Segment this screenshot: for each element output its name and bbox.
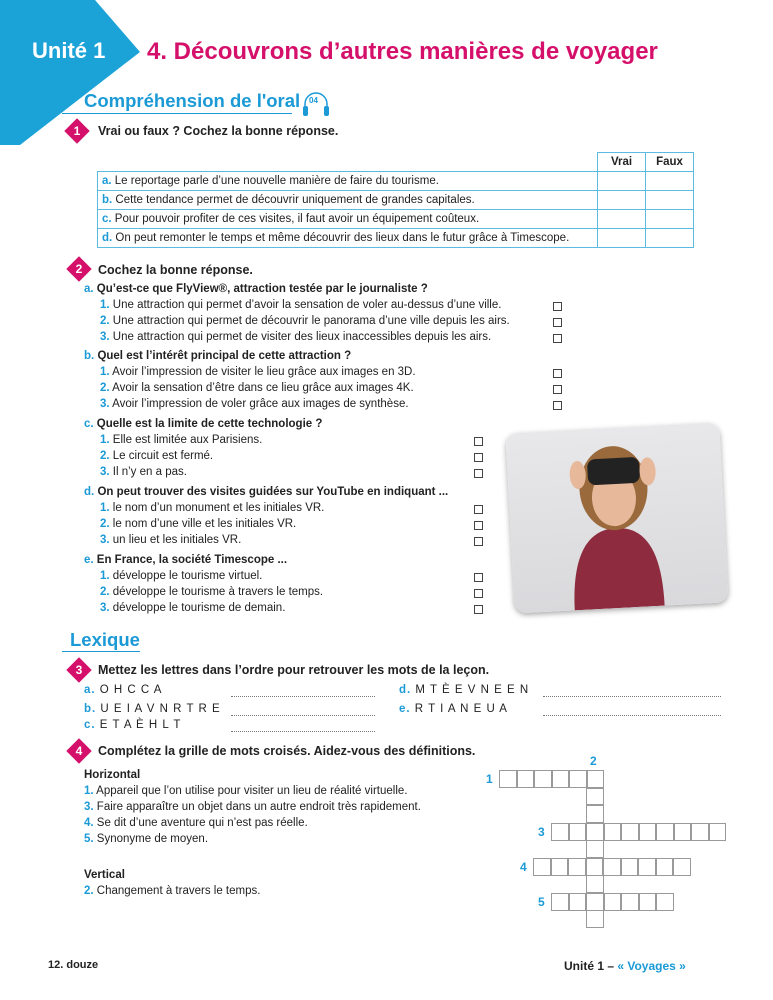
answer-option: 3. un lieu et les initiales VR.	[100, 534, 242, 546]
crossword-cell[interactable]	[586, 893, 604, 911]
crossword-cell[interactable]	[621, 893, 639, 911]
checkbox[interactable]	[474, 505, 483, 514]
true-cell[interactable]	[598, 191, 646, 210]
crossword-cell[interactable]	[603, 858, 621, 876]
question: d. On peut trouver des visites guidées sur YouTube en indiquant ...	[84, 486, 449, 498]
crossword-cell[interactable]	[551, 858, 569, 876]
answer-line[interactable]	[231, 715, 375, 716]
grid-number: 5	[538, 895, 545, 909]
question: e. En France, la société Timescope ...	[84, 554, 288, 566]
answer-option: 2. le nom d’une ville et les initiales VR.	[100, 518, 297, 530]
question: b. Quel est l’intérêt principal de cette attraction ?	[84, 350, 352, 362]
checkbox[interactable]	[474, 437, 483, 446]
grid-number: 4	[520, 860, 527, 874]
checkbox[interactable]	[553, 401, 562, 410]
checkbox[interactable]	[474, 573, 483, 582]
scrambled-word: a. O H C C A	[84, 684, 163, 696]
checkbox[interactable]	[553, 369, 562, 378]
grid-number: 2	[590, 754, 597, 768]
crossword-cell[interactable]	[586, 840, 604, 858]
checkbox[interactable]	[474, 521, 483, 530]
col-true: Vrai	[598, 153, 646, 172]
crossword-cell[interactable]	[499, 770, 517, 788]
crossword-cell[interactable]	[639, 823, 657, 841]
answer-option: 1. Avoir l’impression de visiter le lieu grâce aux images en 3D.	[100, 366, 416, 378]
col-false: Faux	[646, 153, 694, 172]
crossword-cell[interactable]	[639, 893, 657, 911]
definition-horizontal: 5. Synonyme de moyen.	[84, 833, 209, 845]
false-cell[interactable]	[646, 191, 694, 210]
unit-label: Unité 1	[32, 38, 106, 63]
answer-option: 3. Une attraction qui permet de visiter des lieux inaccessibles depuis les airs.	[100, 331, 492, 343]
exercise-badge: 2	[66, 256, 91, 281]
answer-line[interactable]	[231, 731, 375, 732]
true-cell[interactable]	[598, 229, 646, 248]
true-cell[interactable]	[598, 210, 646, 229]
true-false-table	[97, 152, 694, 248]
checkbox[interactable]	[553, 334, 562, 343]
checkbox[interactable]	[474, 589, 483, 598]
definition-horizontal: 3. Faire apparaître un objet dans un autre endroit très rapidement.	[84, 801, 421, 813]
scrambled-word: b. U E I A V N R T R E	[84, 703, 221, 715]
crossword-cell[interactable]	[586, 858, 604, 876]
crossword-cell[interactable]	[587, 770, 605, 788]
crossword-cell[interactable]	[709, 823, 727, 841]
crossword-cell[interactable]	[691, 823, 709, 841]
checkbox[interactable]	[474, 453, 483, 462]
horizontal-title: Horizontal	[84, 769, 141, 781]
crossword-cell[interactable]	[586, 910, 604, 928]
table-row: b. Cette tendance permet de découvrir uniquement de grandes capitales.	[98, 191, 694, 210]
table-row: d. On peut remonter le temps et même découvrir des lieux dans le futur grâce à Timescope.	[98, 229, 694, 248]
vr-headset-photo	[505, 423, 728, 614]
section-title-comprehension: Compréhension de l'oral	[84, 90, 301, 111]
audio-track-number: 04	[309, 96, 318, 105]
answer-option: 1. le nom d’un monument et les initiales VR.	[100, 502, 325, 514]
scrambled-word: e. R T I A N E U A	[399, 703, 508, 715]
answer-option: 1. Elle est limitée aux Parisiens.	[100, 434, 263, 446]
crossword-cell[interactable]	[568, 858, 586, 876]
crossword-cell[interactable]	[552, 770, 570, 788]
crossword-cell[interactable]	[551, 893, 569, 911]
exercise-2-instruction: Cochez la bonne réponse.	[98, 263, 253, 277]
checkbox[interactable]	[474, 537, 483, 546]
scrambled-word: c. E T A È H L T	[84, 719, 182, 731]
answer-option: 3. Avoir l’impression de voler grâce aux images de synthèse.	[100, 398, 409, 410]
crossword-cell[interactable]	[517, 770, 535, 788]
checkbox[interactable]	[553, 318, 562, 327]
crossword-cell[interactable]	[586, 788, 604, 806]
answer-option: 2. Avoir la sensation d’être dans ce lieu grâce aux images 4K.	[100, 382, 414, 394]
answer-option: 3. Il n’y en a pas.	[100, 466, 187, 478]
scrambled-word: d. M T È E V N E E N	[399, 684, 530, 696]
table-row: a. Le reportage parle d’une nouvelle manière de faire du tourisme.	[98, 172, 694, 191]
crossword-cell[interactable]	[656, 893, 674, 911]
crossword-cell[interactable]	[586, 875, 604, 893]
definition-horizontal: 1. Appareil que l’on utilise pour visiter un lieu de réalité virtuelle.	[84, 785, 408, 797]
headphones-icon[interactable]	[300, 90, 332, 118]
crossword-cell[interactable]	[673, 858, 691, 876]
crossword-cell[interactable]	[656, 823, 674, 841]
section-underline	[62, 651, 140, 652]
exercise-badge: 3	[66, 657, 91, 682]
crossword-cell[interactable]	[569, 893, 587, 911]
checkbox[interactable]	[553, 385, 562, 394]
answer-option: 2. développe le tourisme à travers le temps.	[100, 586, 324, 598]
crossword-cell[interactable]	[621, 858, 639, 876]
section-title-lexique: Lexique	[70, 629, 140, 650]
answer-line[interactable]	[543, 715, 721, 716]
answer-option: 2. Une attraction qui permet de découvrir le panorama d’une ville depuis les airs.	[100, 315, 510, 327]
vertical-title: Vertical	[84, 869, 125, 881]
crossword-cell[interactable]	[604, 893, 622, 911]
footer-unit: Unité 1 – « Voyages »	[564, 959, 686, 973]
answer-line[interactable]	[543, 696, 721, 697]
question: a. Qu’est-ce que FlyView®, attraction testée par le journaliste ?	[84, 283, 428, 295]
crossword-cell[interactable]	[656, 858, 674, 876]
page-number: 12. douze	[48, 959, 99, 971]
grid-number: 3	[538, 825, 545, 839]
table-row: c. Pour pouvoir profiter de ces visites, il faut avoir un équipement coûteux.	[98, 210, 694, 229]
crossword-cell[interactable]	[621, 823, 639, 841]
checkbox[interactable]	[474, 469, 483, 478]
definition-horizontal: 4. Se dit d’une aventure qui n’est pas réelle.	[84, 817, 308, 829]
definition-vertical-2: 2. Changement à travers le temps.	[84, 885, 261, 897]
answer-option: 2. Le circuit est fermé.	[100, 450, 214, 462]
exercise-1-instruction: Vrai ou faux ? Cochez la bonne réponse.	[98, 124, 339, 138]
crossword-cell[interactable]	[586, 823, 604, 841]
checkbox[interactable]	[474, 605, 483, 614]
crossword-cell[interactable]	[674, 823, 692, 841]
crossword-cell[interactable]	[534, 770, 552, 788]
false-cell[interactable]	[646, 229, 694, 248]
answer-option: 3. développe le tourisme de demain.	[100, 602, 286, 614]
exercise-3-instruction: Mettez les lettres dans l’ordre pour retrouver les mots de la leçon.	[98, 663, 490, 677]
section-underline	[62, 113, 292, 114]
crossword-cell[interactable]	[638, 858, 656, 876]
answer-option: 1. Une attraction qui permet d’avoir la sensation de voler au-dessus d’une ville.	[100, 299, 502, 311]
crossword-cell[interactable]	[533, 858, 551, 876]
exercise-4-instruction: Complétez la grille de mots croisés. Aidez-vous des définitions.	[98, 744, 476, 758]
exercise-badge: 4	[66, 738, 91, 763]
crossword-cell[interactable]	[569, 770, 587, 788]
crossword-cell[interactable]	[551, 823, 569, 841]
false-cell[interactable]	[646, 172, 694, 191]
crossword-cell[interactable]	[604, 823, 622, 841]
question: c. Quelle est la limite de cette technologie ?	[84, 418, 323, 430]
crossword-cell[interactable]	[586, 805, 604, 823]
answer-option: 1. développe le tourisme virtuel.	[100, 570, 263, 582]
true-cell[interactable]	[598, 172, 646, 191]
answer-line[interactable]	[231, 696, 375, 697]
grid-number: 1	[486, 772, 493, 786]
exercise-badge: 1	[64, 118, 89, 143]
checkbox[interactable]	[553, 302, 562, 311]
crossword-cell[interactable]	[569, 823, 587, 841]
page-title: 4. Découvrons d’autres manières de voyager	[147, 38, 658, 65]
false-cell[interactable]	[646, 210, 694, 229]
